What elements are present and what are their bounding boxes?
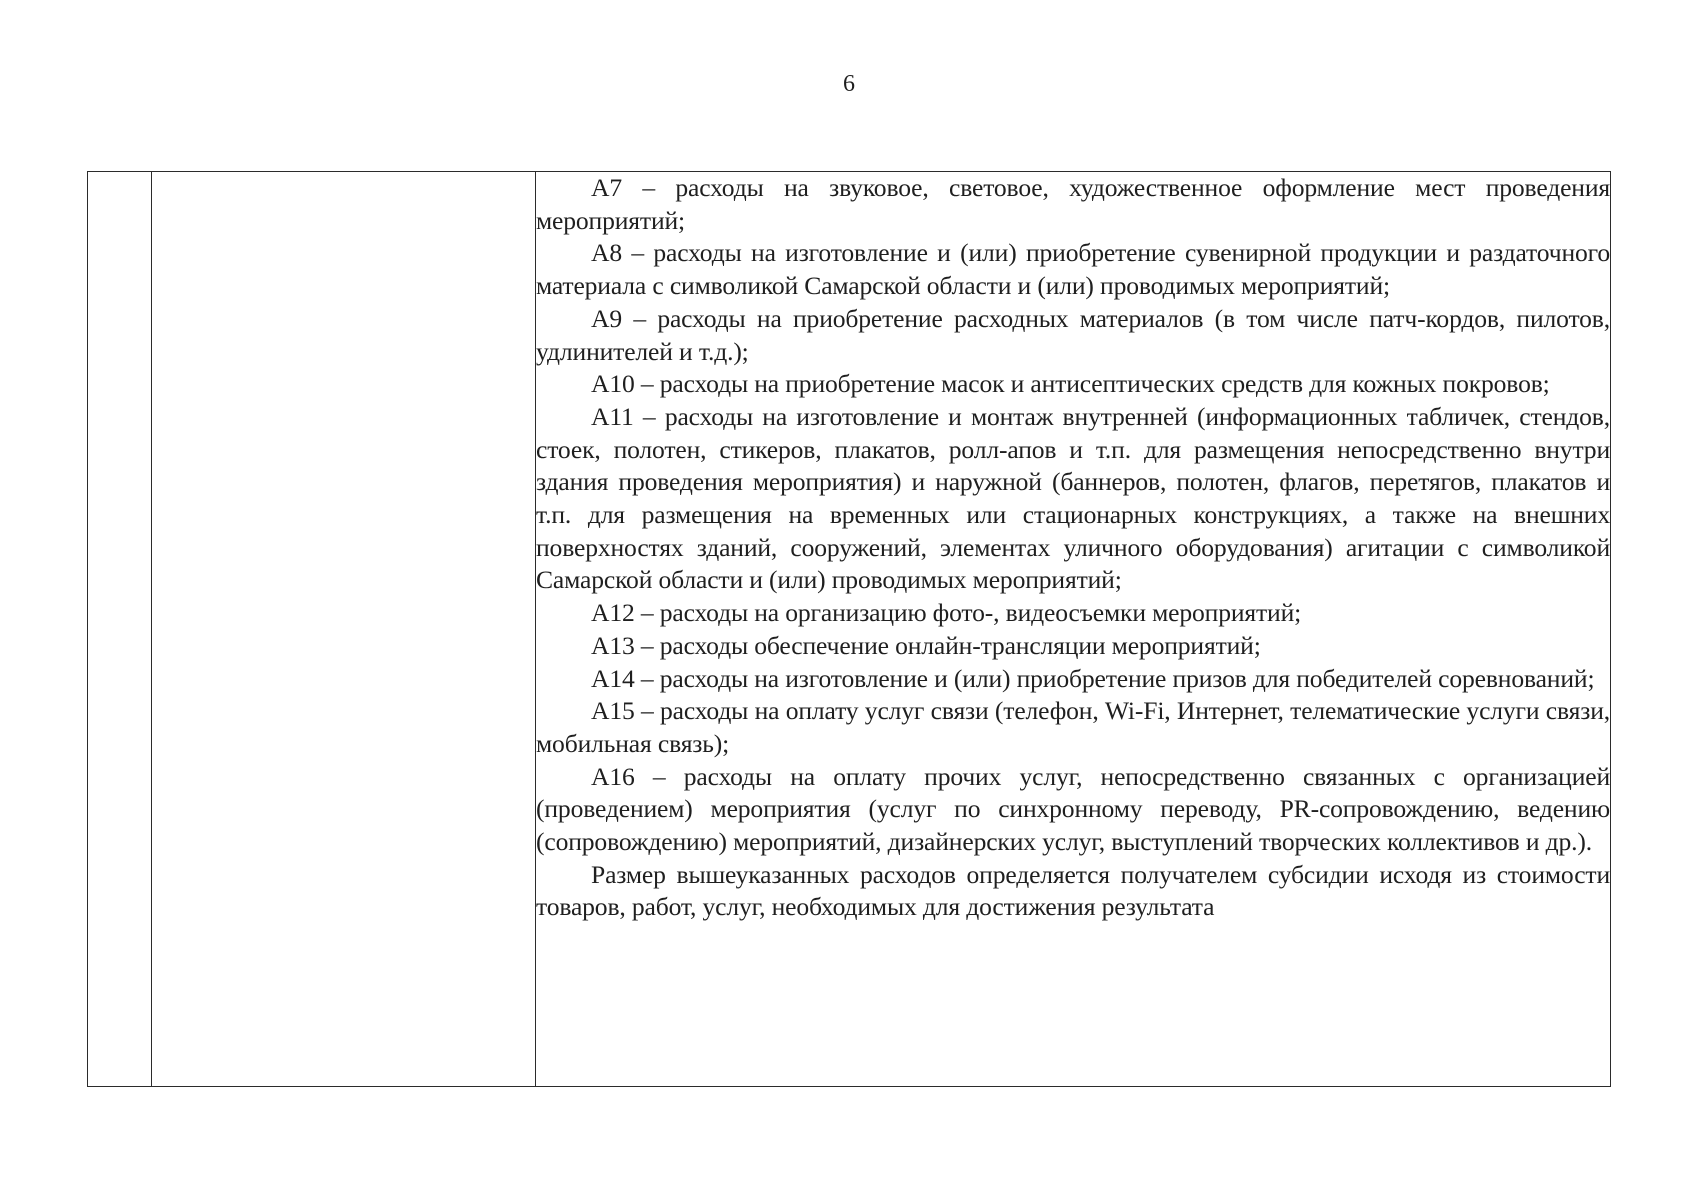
paragraph-a7: А7 – расходы на звуковое, световое, художественное оформление мест проведения мероприятий; [536, 173, 1610, 235]
document-table [87, 171, 1611, 1087]
table-cell-title [152, 172, 536, 1087]
paragraph-a9: А9 – расходы на приобретение расходных материалов (в том числе патч-кордов, пилотов, удлинителей и т.д.); [536, 303, 1610, 366]
paragraph-expense-size: Размер вышеуказанных расходов определяется получателем субсидии исходя из стоимости товаров, работ, услуг, необходимых для достижения результата [536, 859, 1610, 922]
paragraph-a12: А12 – расходы на организацию фото-, видеосъемки мероприятий; [591, 598, 1302, 628]
paragraph-a11: А11 – расходы на изготовление и монтаж внутренней (информационных табличек, стендов, стоек, полотен, стикеров, плакатов, ролл-апов и т.п. для размещения непосредственно внутри здания проведения мероприятия) и наружной (баннеров, полотен, флагов, перетягов, плакатов и т.п. для размещения на временных или стационарных конструкциях, а также на внешних поверхностях зданий, сооружений, элементах уличного оборудования) агитации с символикой Самарской области и (или) проводимых мероприятий; [536, 401, 1610, 595]
page-number: 6 [843, 71, 855, 97]
table-cell-number [88, 172, 152, 1087]
table-cell-content [536, 172, 1611, 1087]
paragraph-a10: А10 – расходы на приобретение масок и антисептических средств для кожных покровов; [591, 369, 1550, 399]
paragraph-a8: А8 – расходы на изготовление и (или) приобретение сувенирной продукции и раздаточного материала с символикой Самарской области и (или) проводимых мероприятий; [536, 238, 1610, 301]
paragraph-a13: А13 – расходы обеспечение онлайн-трансляции мероприятий; [591, 630, 1261, 660]
paragraph-a15: А15 – расходы на оплату услуг связи (телефон, Wi-Fi, Интернет, телематические услуги связи, мобильная связь); [536, 696, 1610, 758]
paragraph-a16: А16 – расходы на оплату прочих услуг, непосредственно связанных с организацией (проведением) мероприятия (услуг по синхронному переводу, PR-сопровождению, ведению (сопровождению) мероприятий, дизайнерских услуг, выступлений творческих коллективов и др.). [536, 761, 1610, 857]
paragraph-a14: А14 – расходы на изготовление и (или) приобретение призов для победителей соревнований; [591, 663, 1595, 693]
table-row [88, 172, 1611, 1087]
